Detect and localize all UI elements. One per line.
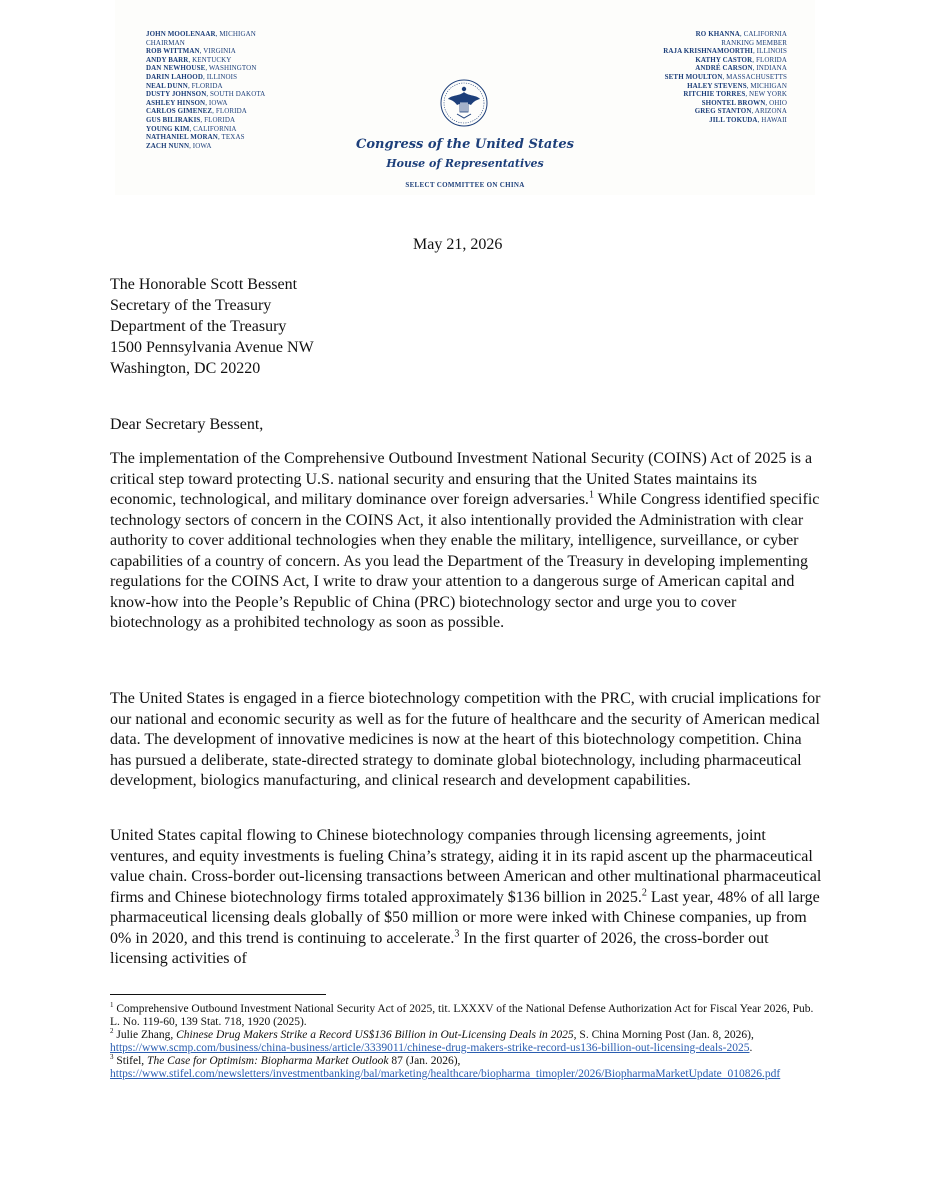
footnotes <box>110 1003 822 1081</box>
member-row: NEAL DUNN, FLORIDA <box>146 81 223 90</box>
footnote-2-link[interactable]: https://www.scmp.com/business/china-business/article/3339011/chinese-drug-makers-strike-record-us136-billion-out-licensing-deals-2025 <box>110 1042 750 1054</box>
footnote-ref-1[interactable]: 1 <box>588 489 594 501</box>
congress-title: Congress of the United States <box>356 137 574 152</box>
house-seal-icon <box>439 78 489 128</box>
footnote-2: $^2$ Julie Zhang, Chinese Drug Makers Strike a Record US$136 Billion in Out-Licensing Deals in 2025, S. China Morning Post (Jan. 8, 2026), https://www.scmp.com/business/china-business/article/3339011/chinese-drug-makers-strike-record-us136-billion-out-licensing-deals-2025. <box>110 1027 754 1054</box>
member-row: KATHY CASTOR, FLORIDA <box>695 55 787 64</box>
member-row: ASHLEY HINSON, IOWA <box>146 98 228 107</box>
member-row: DAN NEWHOUSE, WASHINGTON <box>146 64 257 73</box>
body-paragraph-1: The implementation of the Comprehensive Outbound Investment National Security (COINS) Act of 2025 is a critical step toward protecting U.S. national security and ensuring that the United States maintains its economic, technological, and military dominance over foreign adversaries.$^1$ While Congress identified specific technology sectors of concern in the COINS Act, it also intentionally provided the Administration with clear authority to cover additional technologies when they enable the military, intelligence, surveillance, or cyber capabilities of a country of concern. As you lead the Department of the Treasury in developing implementing regulations for the COINS Act, I write to draw your attention to a dangerous surge of American capital and know-how into the People’s Republic of China (PRC) biotechnology sector and urge you to cover biotechnology as a prohibited technology as soon as possible. <box>110 450 820 631</box>
member-row: RAJA KRISHNAMOORTHI, ILLINOIS <box>663 47 787 56</box>
member-row: CHAIRMAN <box>146 38 185 47</box>
member-row: JOHN MOOLENAAR, MICHIGAN <box>146 30 256 38</box>
committee-name: SELECT COMMITTEE ON CHINA <box>405 181 525 189</box>
member-row: ANDY BARR, KENTUCKY <box>146 55 232 64</box>
member-row: GREG STANTON, ARIZONA <box>694 107 787 116</box>
member-row: YOUNG KIM, CALIFORNIA <box>146 124 237 133</box>
footnote-ref-2[interactable]: 2 <box>641 887 647 899</box>
address-line: The Honorable Scott Bessent <box>110 276 298 293</box>
minority-members-list <box>663 30 787 125</box>
body-paragraph-2: The United States is engaged in a fierce biotechnology competition with the PRC, with crucial implications for our national and economic security as well as for the future of healthcare and the security of American medical data. The development of innovative medicines is now at the heart of this biotechnology competition. China has pursued a deliberate, state-directed strategy to dominate global biotechnology, including pharmaceutical development, biologics manufacturing, and clinical research and development capabilities. <box>110 690 821 789</box>
member-row: ZACH NUNN, IOWA <box>146 141 212 150</box>
footnote-1: $^1$ Comprehensive Outbound Investment National Security Act of 2025, tit. LXXXV of the National Defense Authorization Act for Fiscal Year 2026, Pub. L. No. 119-60, 139 Stat. 718, 1920 (2025). <box>110 1001 814 1028</box>
house-title: House of Representatives <box>386 157 544 170</box>
member-row: SETH MOULTON, MASSACHUSETTS <box>664 72 787 81</box>
body-paragraph-3: United States capital flowing to Chinese biotechnology companies through licensing agreements, joint ventures, and equity investments is fueling China’s strategy, aiding it in its rapid ascent up the pharmaceutical value chain. Cross-border out-licensing transactions between American and other multinational pharmaceutical firms and Chinese biotechnology firms totaled approximately $136 billion in 2025.$^2$ Last year, 48% of all large pharmaceutical licensing deals globally of $50 million or more were inked with Chinese companies, up from 0% in 2020, and this trend is continuing to accelerate.$^3$ In the first quarter of 2026, the cross-border out licensing activities of <box>110 827 822 967</box>
member-row: SHONTEL BROWN, OHIO <box>701 98 787 107</box>
member-row: DARIN LAHOOD, ILLINOIS <box>146 72 238 81</box>
address-line: Department of the Treasury <box>110 318 287 335</box>
letter-date: May 21, 2026 <box>413 236 503 253</box>
member-row: RANKING MEMBER <box>721 38 787 47</box>
member-row: RO KHANNA, CALIFORNIA <box>695 30 787 38</box>
address-line: Washington, DC 20220 <box>110 360 261 377</box>
letterhead <box>115 0 815 195</box>
member-row: GUS BILIRAKIS, FLORIDA <box>146 115 236 124</box>
member-row: NATHANIEL MORAN, TEXAS <box>146 133 245 142</box>
member-row: CARLOS GIMENEZ, FLORIDA <box>146 107 247 116</box>
member-row: JILL TOKUDA, HAWAII <box>709 115 787 124</box>
footnote-3: $^3$ Stifel, The Case for Optimism: Biopharma Market Outlook 87 (Jan. 2026), https://www.stifel.com/newsletters/investmentbanking/bal/marketing/healthcare/biopharma_timopler/2026/BiopharmaMarketUpdate_010826.pdf <box>110 1053 781 1080</box>
address-line: 1500 Pennsylvania Avenue NW <box>110 339 314 356</box>
footnote-3-link[interactable]: https://www.stifel.com/newsletters/investmentbanking/bal/marketing/healthcare/biopharma_timopler/2026/BiopharmaMarketUpdate_010826.pdf <box>110 1068 781 1080</box>
footnote-divider <box>110 994 326 995</box>
member-row: HALEY STEVENS, MICHIGAN <box>687 81 787 90</box>
address-line: Secretary of the Treasury <box>110 297 272 314</box>
member-row: RITCHIE TORRES, NEW YORK <box>683 90 787 99</box>
member-row: DUSTY JOHNSON, SOUTH DAKOTA <box>146 90 266 99</box>
recipient-address <box>110 274 314 379</box>
salutation: Dear Secretary Bessent, <box>110 416 264 433</box>
member-row: ANDRÉ CARSON, INDIANA <box>695 64 787 73</box>
member-row: ROB WITTMAN, VIRGINIA <box>146 47 236 56</box>
footnote-ref-3[interactable]: 3 <box>454 928 460 940</box>
majority-members-list <box>146 30 265 150</box>
